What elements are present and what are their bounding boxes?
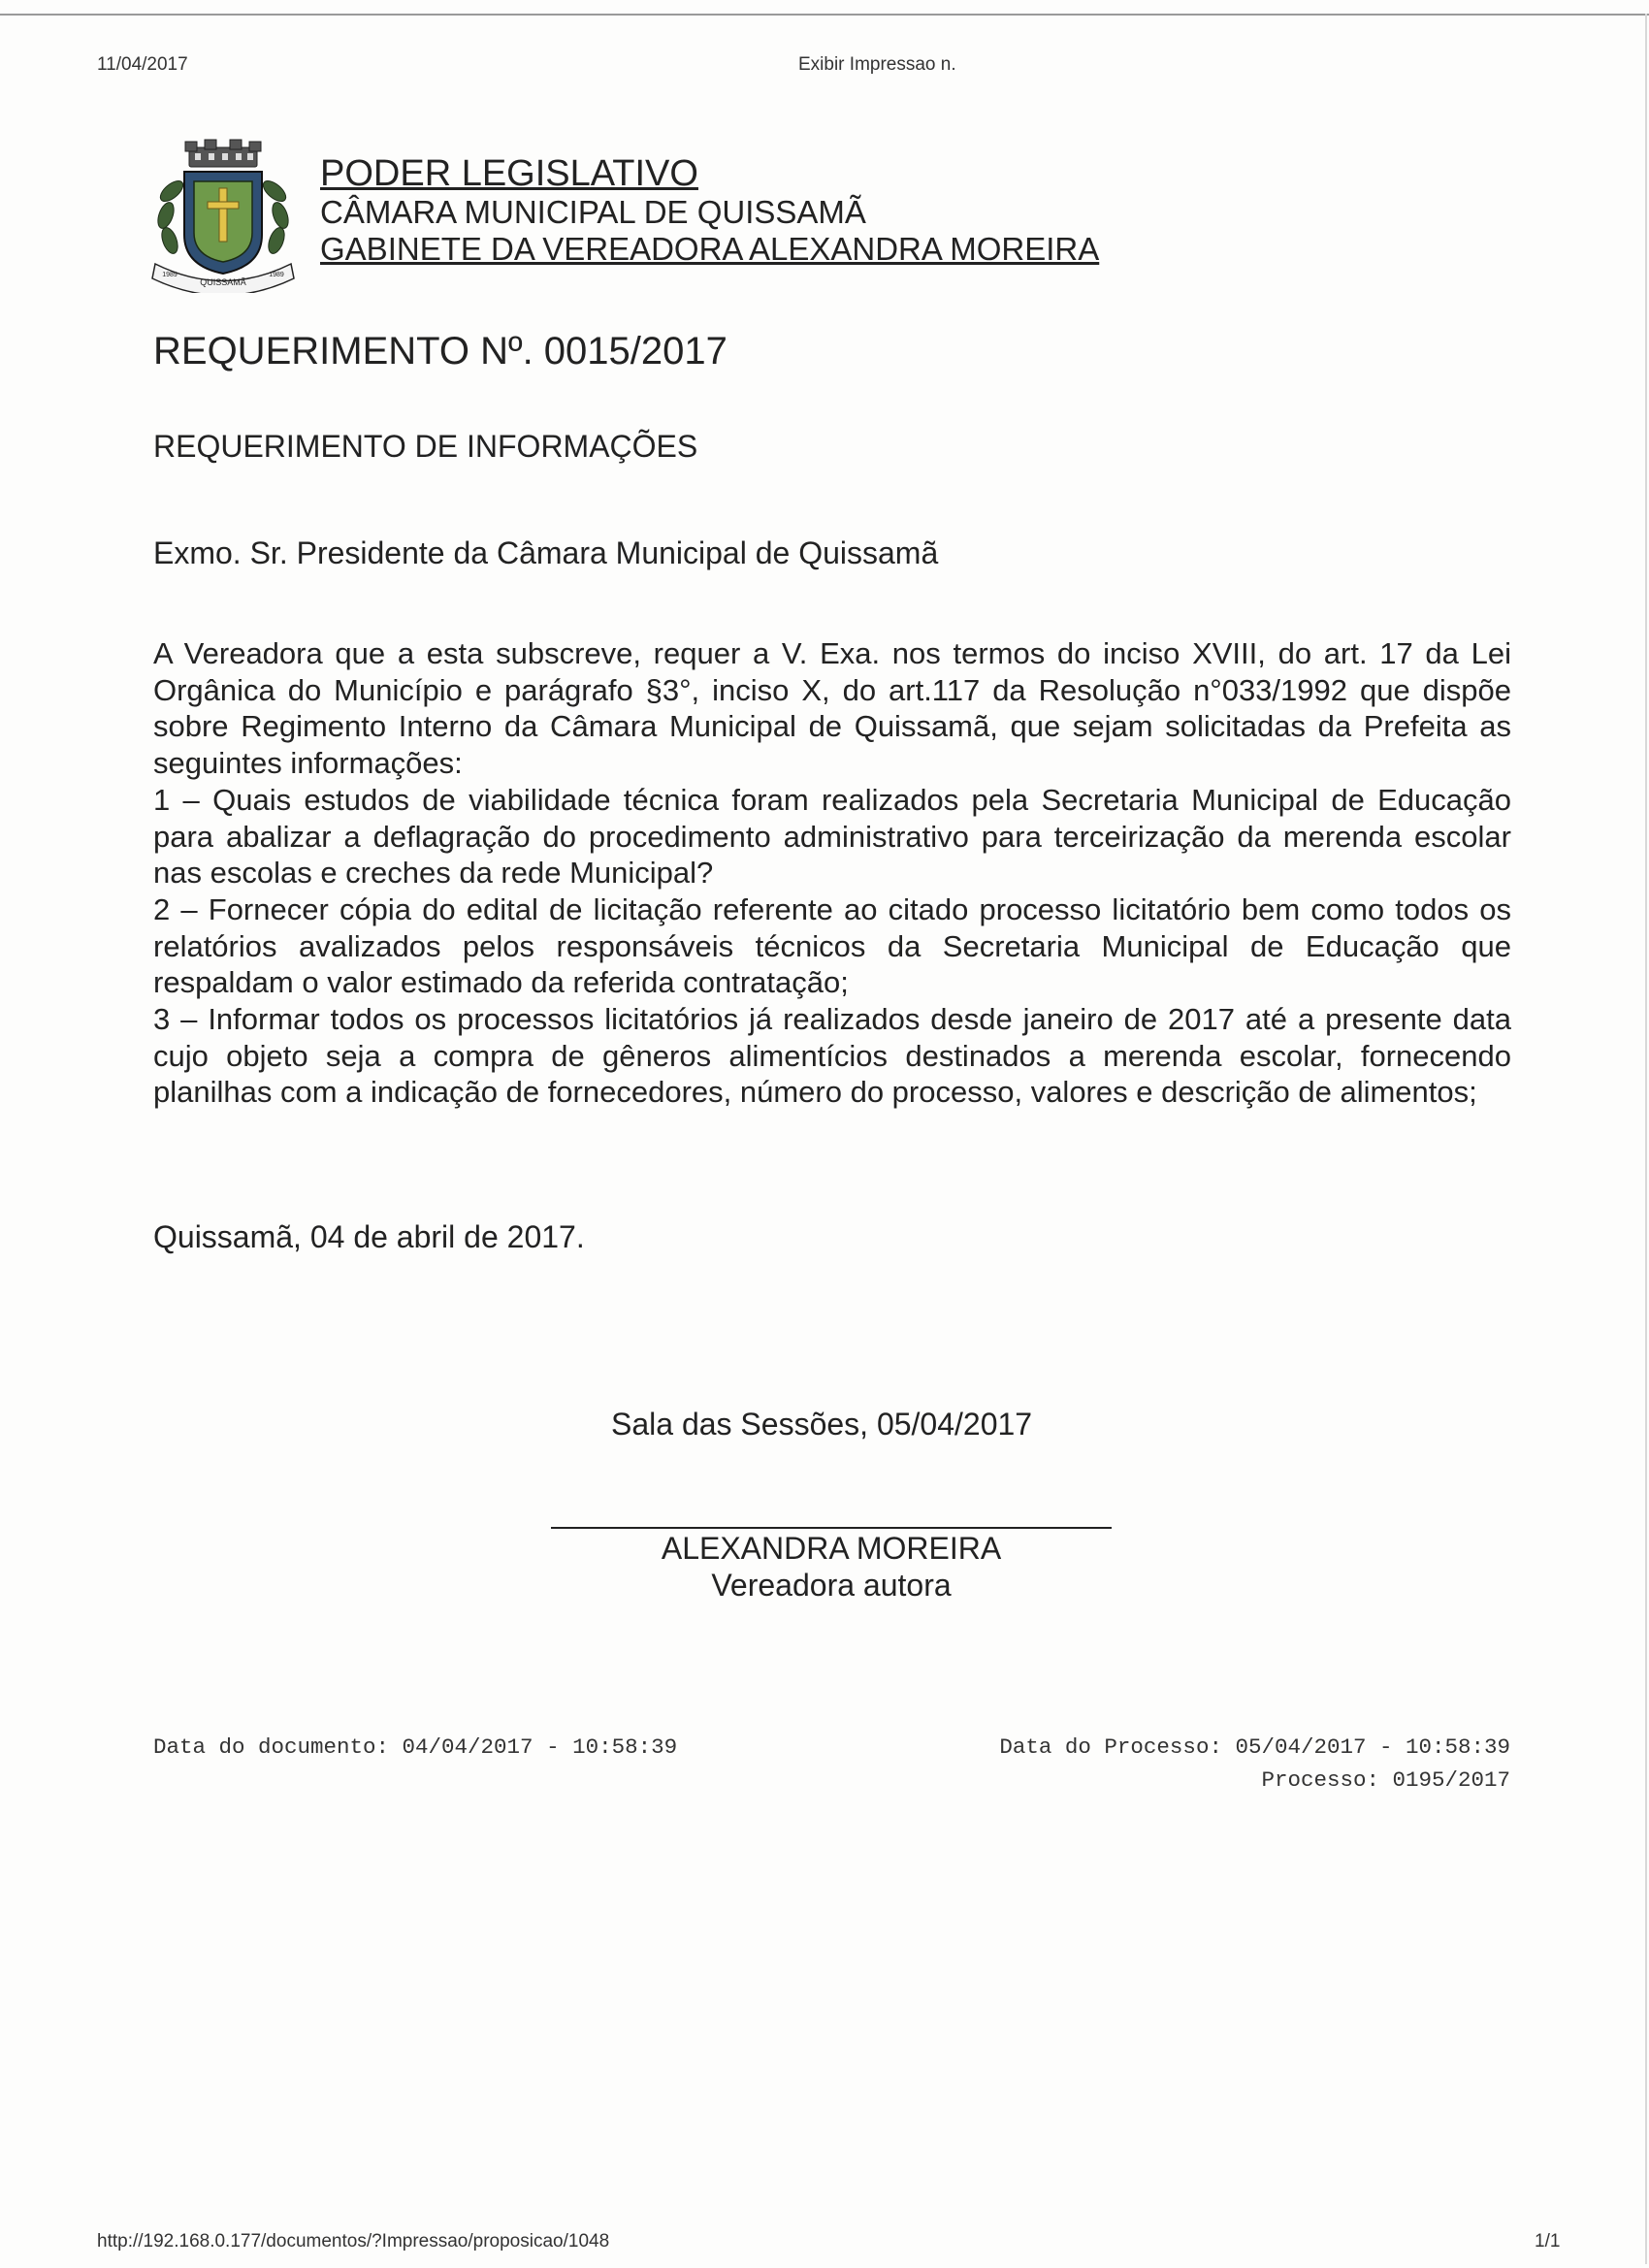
place-date: Quissamã, 04 de abril de 2017.	[153, 1219, 585, 1254]
signer-name: ALEXANDRA MOREIRA	[661, 1531, 1002, 1566]
session-date: Sala das Sessões, 05/04/2017	[611, 1407, 1033, 1442]
request-item-1: 1 – Quais estudos de viabilidade técnica foram realizados pela Secretaria Municipal de Educação para abalizar a deflagração do procedimento administrativo para terceirização da merenda escolar nas escolas e creches da rede Municipal?	[153, 782, 1511, 891]
emblem-ribbon-text: QUISSAMÃ	[200, 277, 246, 287]
process-number: Processo: 0195/2017	[1261, 1767, 1510, 1793]
request-item-3: 3 – Informar todos os processos licitatórios já realizados desde janeiro de 2017 até a presente data cujo objeto seja a compra de gêneros alimentícios destinados a merenda escolar, fornecendo planilhas com a indicação de fornecedores, número do processo, valores e descrição de alimentos;	[153, 1002, 1511, 1110]
letterhead-chamber: CÂMARA MUNICIPAL DE QUISSAMÃ	[320, 194, 866, 230]
letterhead	[320, 155, 1099, 265]
document-title: REQUERIMENTO Nº. 0015/2017	[153, 330, 728, 373]
print-date: 11/04/2017	[97, 54, 188, 75]
page-top-rule	[0, 14, 1649, 16]
page-edge-shadow	[1645, 14, 1647, 2264]
letterhead-legislative: PODER LEGISLATIVO	[320, 153, 698, 194]
salutation: Exmo. Sr. Presidente da Câmara Municipal de Quissamã	[153, 535, 939, 570]
municipal-coat-of-arms-icon	[150, 138, 296, 293]
emblem-year-right: 1989	[269, 272, 284, 278]
print-url: http://192.168.0.177/documentos/?Impressao/proposicao/1048	[97, 2231, 610, 2252]
process-date: Data do Processo: 05/04/2017 - 10:58:39	[999, 1734, 1510, 1760]
letterhead-office: GABINETE DA VEREADORA ALEXANDRA MOREIRA	[320, 231, 1100, 267]
intro-paragraph: A Vereadora que a esta subscreve, requer a V. Exa. nos termos do inciso XVIII, do art. 17 da Lei Orgânica do Município e parágrafo §3°, inciso X, do art.117 da Resolução n°033/1992 que dispõe sobre Regimento Interno da Câmara Municipal de Quissamã, que sejam solicitadas da Prefeita as seguintes informações:	[153, 636, 1511, 781]
signature-line	[551, 1527, 1112, 1529]
print-title: Exibir Impressao n.	[798, 54, 956, 75]
document-subject: REQUERIMENTO DE INFORMAÇÕES	[153, 429, 698, 464]
document-body	[153, 635, 1511, 1111]
request-item-2: 2 – Fornecer cópia do edital de licitação referente ao citado processo licitatório bem como todos os relatórios avalizados pelos responsáveis técnicos da Secretaria Municipal de Educação que respaldam o valor estimado da referida contratação;	[153, 891, 1511, 1000]
page-number: 1/1	[1535, 2231, 1561, 2252]
document-date: Data do documento: 04/04/2017 - 10:58:39	[153, 1734, 678, 1760]
signer-role: Vereadora autora	[711, 1568, 952, 1603]
emblem-year-left: 1989	[162, 272, 178, 278]
